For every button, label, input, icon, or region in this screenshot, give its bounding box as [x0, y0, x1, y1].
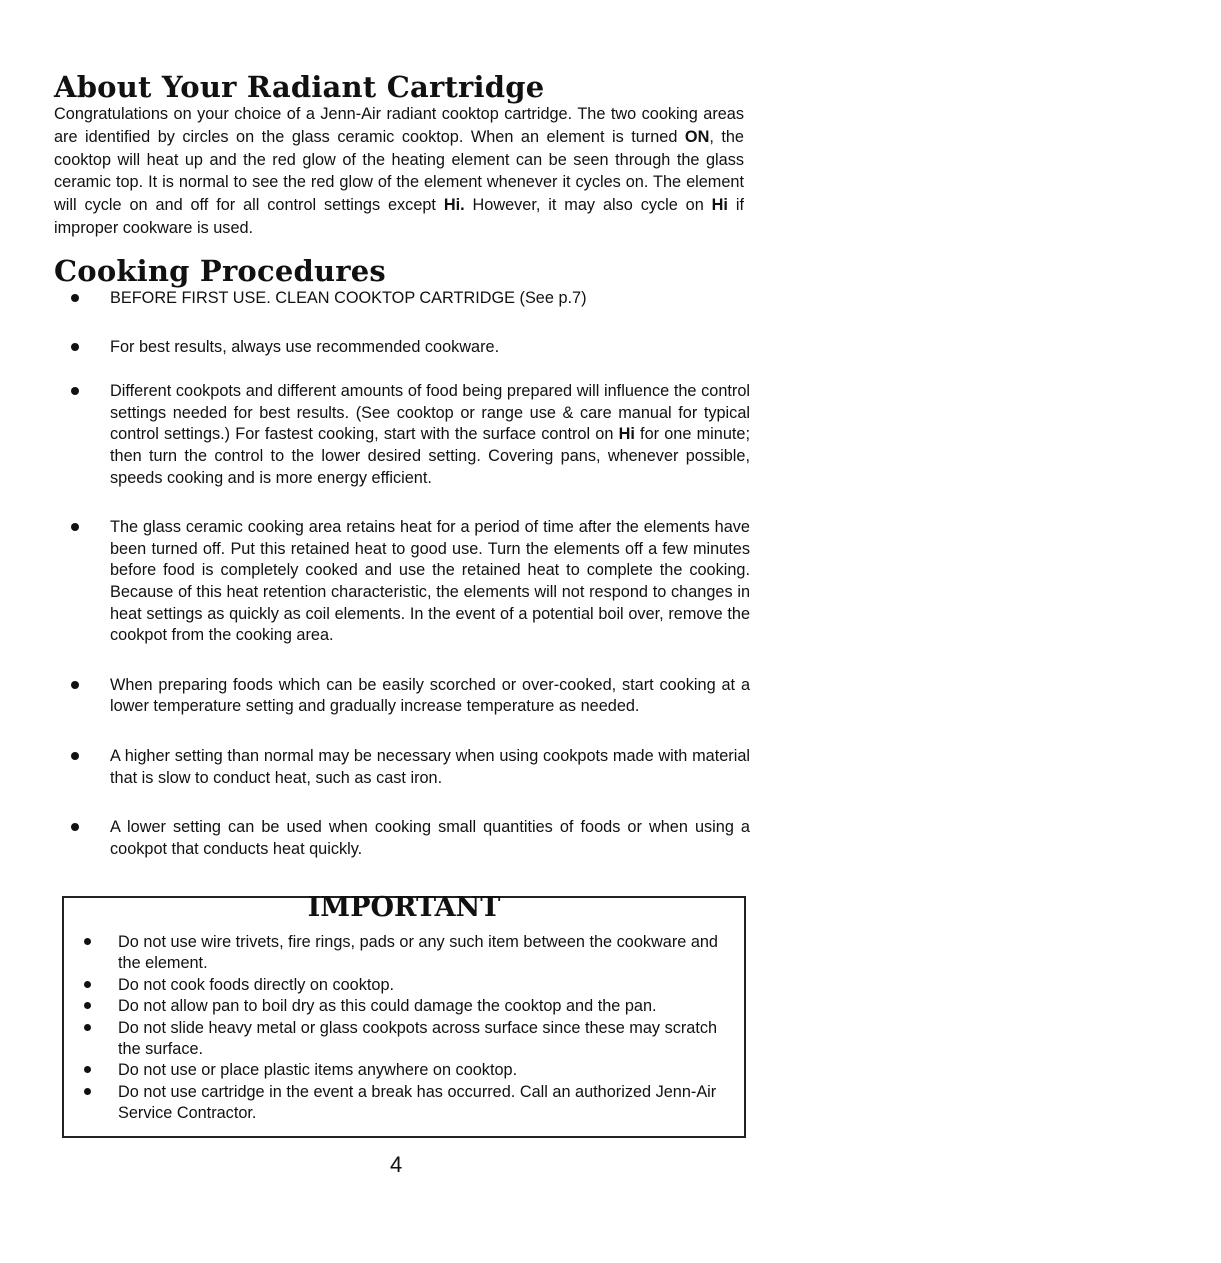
intro-hi-emphasis-2: Hi — [711, 196, 728, 215]
bullet-dot-icon — [84, 1002, 91, 1009]
bullet-dot-icon — [71, 523, 79, 531]
important-text: Do not allow pan to boil dry as this could damage the cooktop and the pan. — [118, 997, 657, 1016]
important-list — [78, 932, 728, 1125]
procedure-text: A lower setting can be used when cooking small quantities of foods or when using a cookpot that conducts heat quickly. — [110, 818, 750, 858]
bullet-dot-icon — [71, 752, 79, 760]
procedure-item — [60, 337, 750, 359]
bullet-dot-icon — [84, 1024, 91, 1031]
procedure-item — [60, 381, 750, 489]
procedures-list — [60, 288, 750, 860]
about-heading: About Your Radiant Cartridge — [54, 70, 545, 104]
bullet-dot-icon — [71, 343, 79, 351]
procedure-hi-emphasis: Hi — [618, 425, 635, 444]
bullet-dot-icon — [71, 387, 79, 395]
important-text: Do not use wire trivets, fire rings, pads or any such item between the cookware and the element. — [118, 933, 718, 973]
important-item — [78, 996, 728, 1017]
important-item — [78, 1018, 728, 1061]
important-item — [78, 1082, 728, 1125]
important-item — [78, 932, 728, 975]
bullet-dot-icon — [84, 1066, 91, 1073]
procedure-item — [60, 746, 750, 789]
important-text: Do not slide heavy metal or glass cookpots across surface since these may scratch the surface. — [118, 1018, 718, 1059]
intro-on-emphasis: ON — [684, 127, 710, 146]
important-box — [62, 892, 746, 1138]
intro-text-4: if improper cookware is used. — [54, 196, 744, 237]
page-number: 4 — [390, 1152, 403, 1177]
intro-text-2: , the cooktop will heat up and the red glow of the heating element can be seen through the glass ceramic top. It is normal to see the red glow of the element whenever it cycles on. The element will cycle on and off for all control settings except — [54, 127, 744, 215]
procedure-item — [60, 288, 750, 310]
bullet-dot-icon — [71, 681, 79, 689]
bullet-dot-icon — [84, 1088, 91, 1095]
important-item — [78, 975, 728, 996]
important-text: Do not use or place plastic items anywhere on cooktop. — [118, 1061, 518, 1080]
bullet-dot-icon — [84, 981, 91, 988]
procedure-text: When preparing foods which can be easily scorched or over-cooked, start cooking at a lower temperature setting and gradually increase temperature as needed. — [110, 675, 750, 716]
bullet-dot-icon — [71, 294, 79, 302]
intro-hi-emphasis: Hi. — [443, 196, 465, 215]
important-title: IMPORTANT — [307, 892, 501, 923]
intro-text-1: Congratulations on your choice of a Jenn-Air radiant cooktop cartridge. The two cooking areas are identified by circles on the glass ceramic cooktop. When an element is turned — [54, 105, 744, 146]
procedure-item — [60, 517, 750, 647]
procedure-text: For best results, always use recommended cookware. — [110, 337, 500, 356]
important-text: Do not use cartridge in the event a break has occurred. Call an authorized Jenn-Air Service Contractor. — [118, 1082, 717, 1123]
procedure-item — [60, 817, 750, 860]
procedure-text: The glass ceramic cooking area retains heat for a period of time after the elements have been turned off. Put this retained heat to good use. Turn the elements off a few minutes before food is completely cooked and use the retained heat to complete the cooking. Because of this heat retention characteristic, the elements will not respond to changes in heat settings as quickly as coil elements. In the event of a potential boil over, remove the cookpot from the cooking area. — [110, 518, 750, 645]
procedure-text: BEFORE FIRST USE. CLEAN COOKTOP CARTRIDGE (See p.7) — [110, 289, 587, 307]
intro-text-3: However, it may also cycle on — [464, 196, 712, 215]
procedure-item — [60, 675, 750, 718]
procedure-text: Different cookpots and different amounts of food being prepared will influence the control settings needed for best results. (See cooktop or range use & care manual for typical control settings.) For fastest cooking, start with the surface control on — [110, 382, 750, 444]
important-item — [78, 1060, 728, 1081]
bullet-dot-icon — [71, 823, 79, 831]
intro-paragraph — [54, 103, 744, 240]
procedure-text: for one minute; then turn the control to the lower desired setting. Covering pans, whenever possible, speeds cooking and is more energy efficient. — [110, 425, 750, 487]
cooking-procedures-heading: Cooking Procedures — [54, 254, 386, 288]
procedure-text: A higher setting than normal may be necessary when using cookpots made with material that is slow to conduct heat, such as cast iron. — [110, 746, 750, 787]
bullet-dot-icon — [84, 938, 91, 945]
important-text: Do not cook foods directly on cooktop. — [118, 975, 395, 994]
